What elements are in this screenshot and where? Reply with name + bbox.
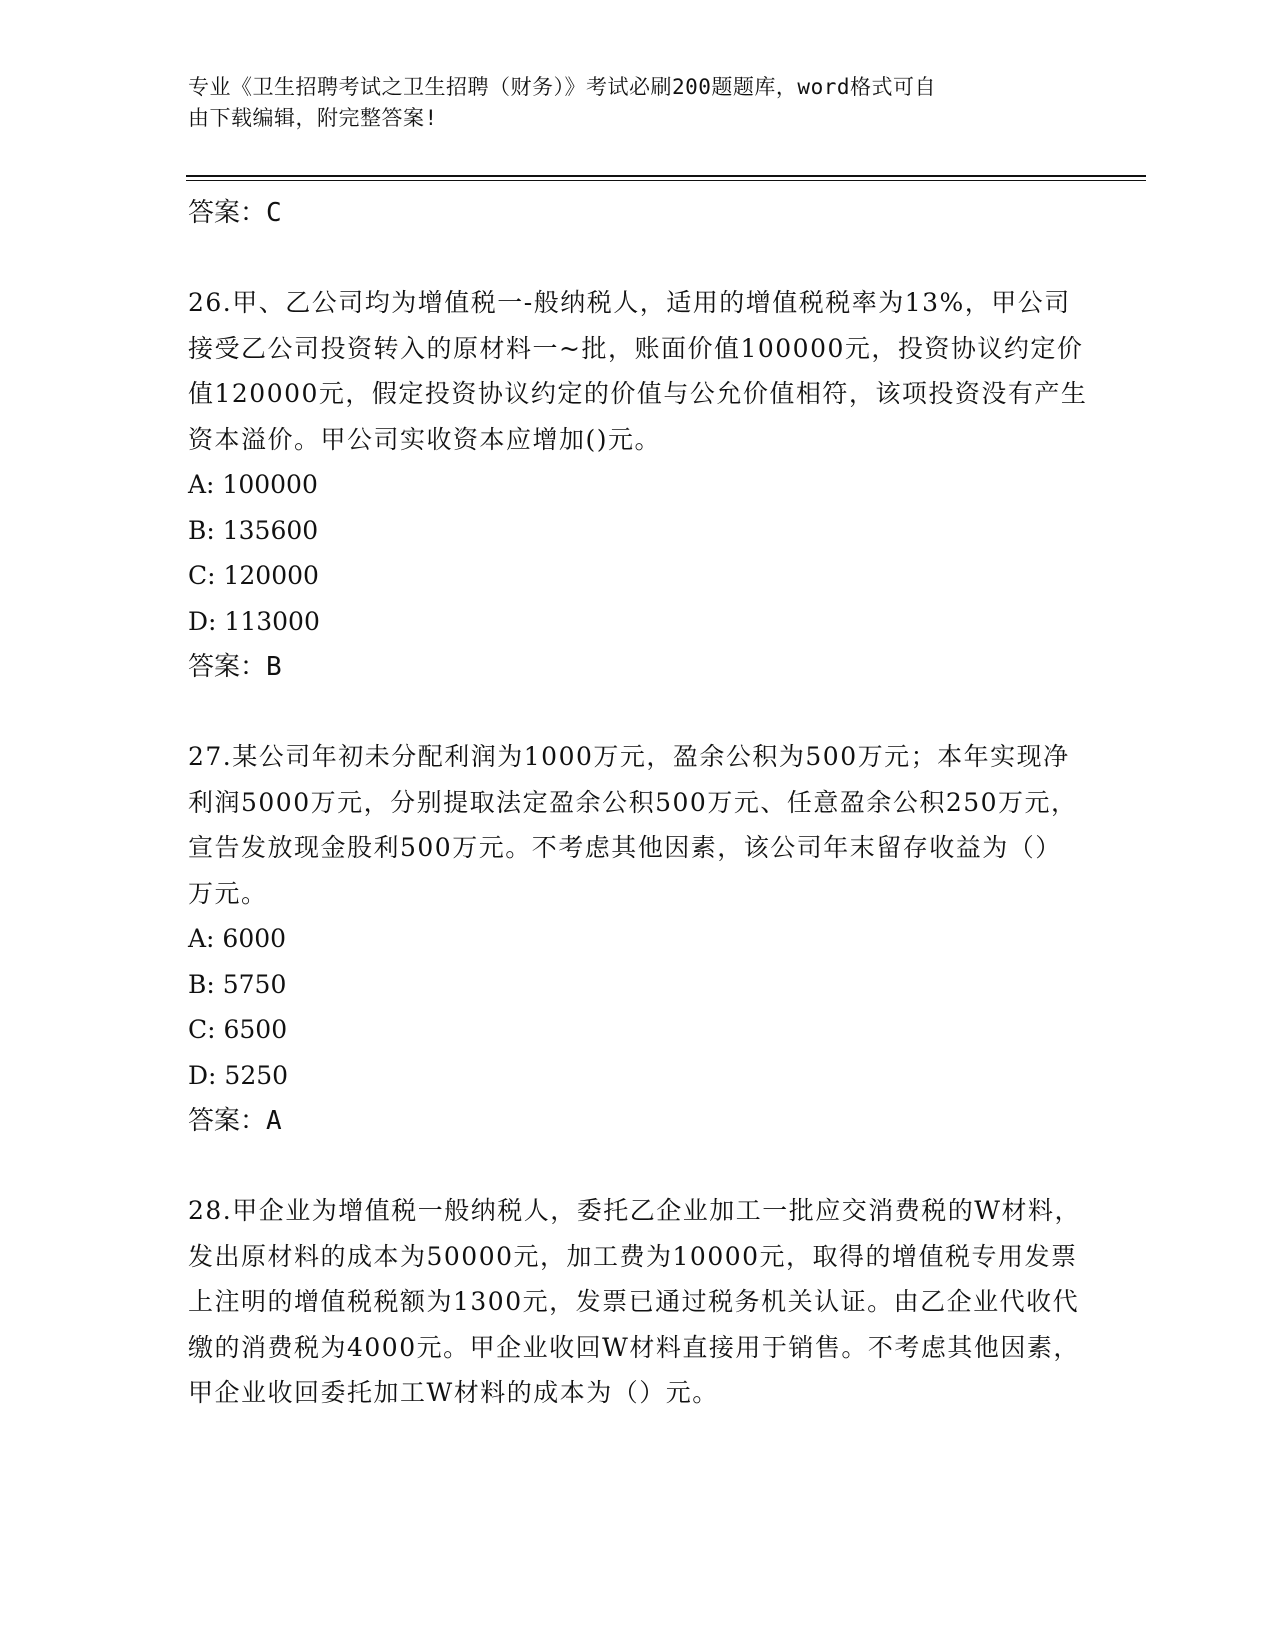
question-text: 27.某公司年初未分配利润为1000万元，盈余公积为500万元；本年实现净利润5000万元，分别提取法定盈余公积500万元、任意盈余公积250万元，宣告发放现金股利500万元。不考虑其他因素，该公司年末留存收益为（）万元。 [188,742,1078,908]
document-body [188,190,1088,1416]
option-d: D: 113000 [188,606,320,636]
option-b: B: 5750 [188,969,287,999]
header-line-2: 由下载编辑，附完整答案! [188,106,438,130]
question-text: 26.甲、乙公司均为增值税一-般纳税人，适用的增值税税率为13%，甲公司接受乙公司投资转入的原材料一~批，账面价值100000元，投资协议约定价值120000元，假定投资协议约定的价值与公允价值相符，该项投资没有产生资本溢价。甲公司实收资本应增加()元。 [188,288,1088,454]
option-a: A: 6000 [188,924,287,953]
option-b: B: 135600 [188,515,319,545]
previous-answer: 答案：C [188,198,282,228]
document-header [188,72,1068,134]
question-27 [188,734,1088,1144]
question-28 [188,1188,1088,1416]
option-a: A: 100000 [188,470,318,499]
question-26 [188,280,1088,690]
option-c: C: 120000 [188,561,319,590]
answer: 答案：B [188,652,282,682]
header-line-1: 专业《卫生招聘考试之卫生招聘（财务）》考试必刷200题题库，word格式可自 [188,75,936,99]
option-c: C: 6500 [188,1015,288,1044]
header-divider [186,175,1146,181]
question-text: 28.甲企业为增值税一般纳税人，委托乙企业加工一批应交消费税的W材料，发出原材料的成本为50000元，加工费为10000元，取得的增值税专用发票上注明的增值税税额为1300元，发票已通过税务机关认证。由乙企业代收代缴的消费税为4000元。甲企业收回W材料直接用于销售。不考虑其他因素，甲企业收回委托加工W材料的成本为（）元。 [188,1196,1081,1407]
answer: 答案：A [188,1106,282,1136]
option-d: D: 5250 [188,1060,289,1090]
